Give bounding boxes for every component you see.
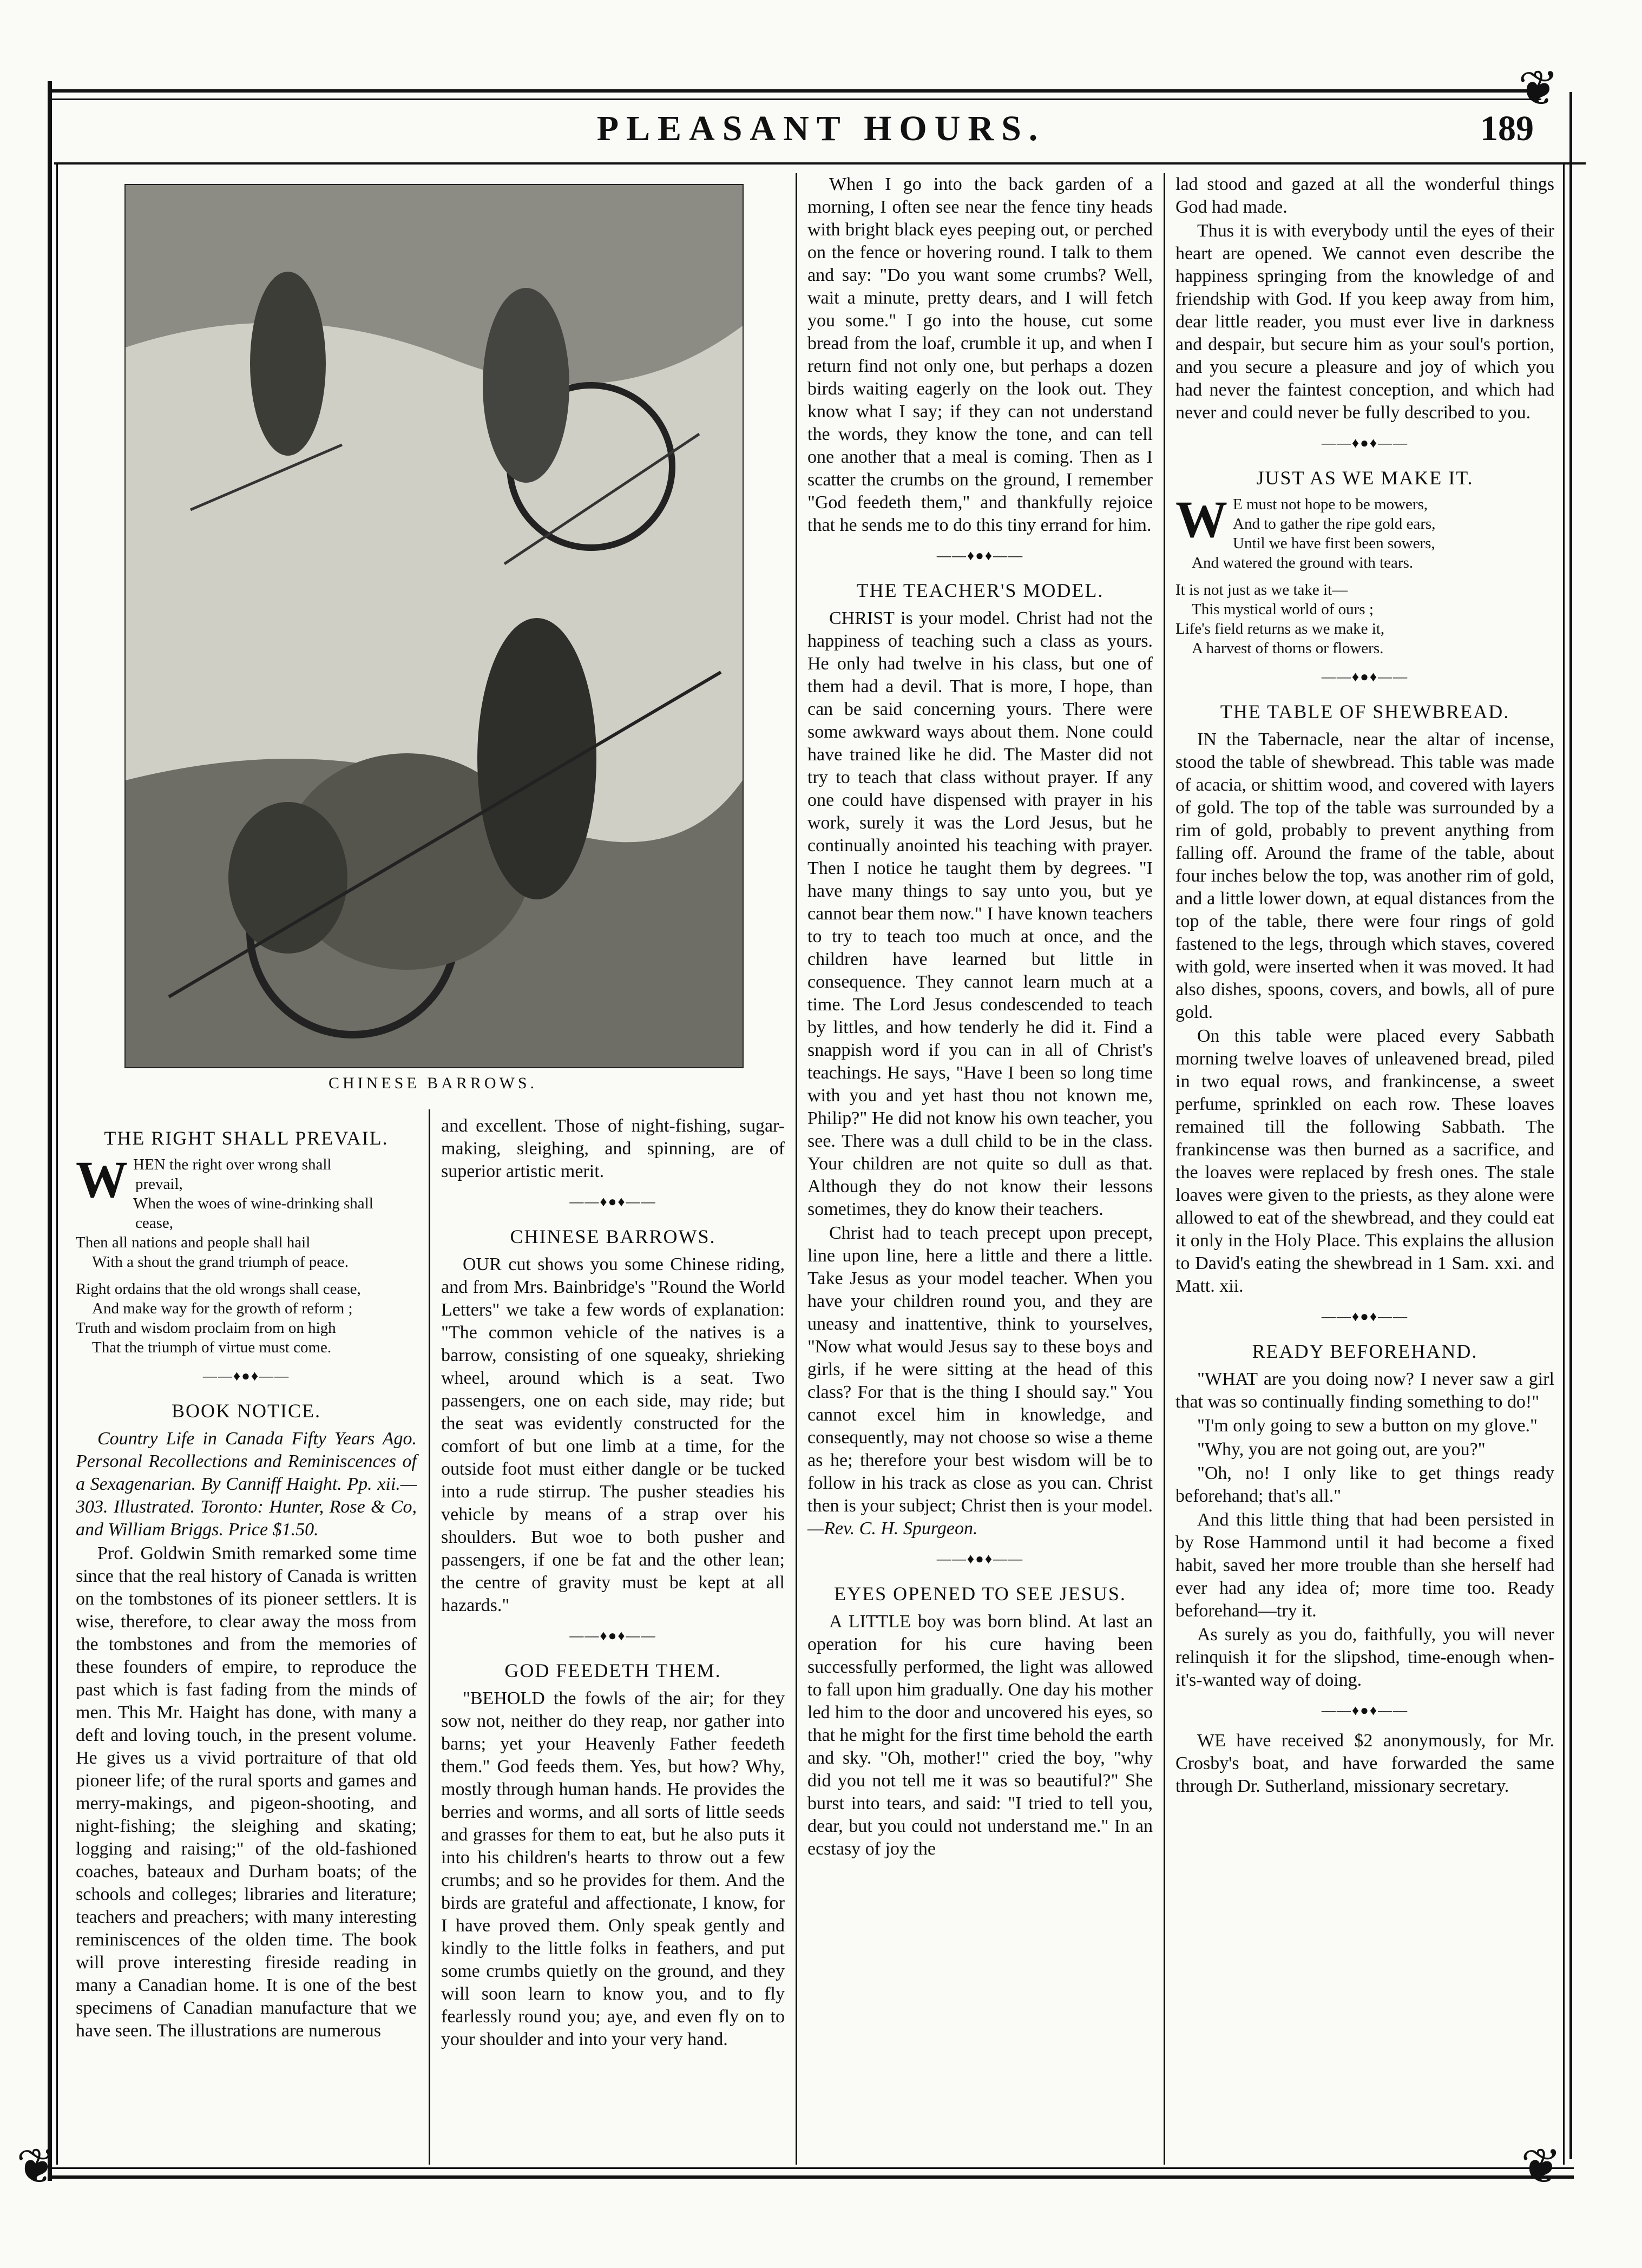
verse-line: HEN the right over wrong shall — [133, 1156, 332, 1173]
section-ornament: ——♦●♦—— — [936, 548, 1024, 563]
verse-line: Life's field returns as we make it, — [1175, 620, 1385, 637]
page-header — [49, 103, 1593, 162]
corner-ornament-top-right: ❦ — [1518, 62, 1559, 116]
verse-line: When the woes of wine-drinking shall — [133, 1195, 373, 1212]
poem-right-shall-prevail — [76, 1151, 417, 1357]
god-feedeth-continuation: When I go into the back garden of a morning, I often see near the fence tiny heads with bright black eyes peeping out, or perched on the fence or hovering round. I talk to them and say: "Do you want some crumbs? Well, wait a minute, pretty dears, and I will fetch you some." I go into the house, cut some bread from the loaf, crumble it up, and when I return find not only one, but perhaps a dozen birds waiting eagerly on the look out. They know what I say; if they can not understand the words, they know the tone, and can tell one another that a meal is coming. Then as I scatter the crumbs on the ground, I remember "God feedeth them," and thankfully rejoice that he sends me to do this tiny errand for him. — [807, 174, 1153, 535]
heading-book-notice: BOOK NOTICE. — [172, 1400, 321, 1422]
illustration-caption: CHINESE BARROWS. — [328, 1074, 538, 1092]
shewbread-body-2: On this table were placed every Sabbath morning twelve loaves of unleavened bread, piled in two equal rows, and frankincense, a sweet perfume, sprinkled on each row. These loaves remained till the following Sabbath. The frankincense was then burned as a sacrifice, and the loaves were replaced by fresh ones. The stale loaves were given to the priests, as they alone were allowed to eat of the shewbread, and they could eat it only in the Holy Place. This explains the allusion to David's eating the shewbread in 1 Sam. xxi. and Matt. xii. — [1175, 1026, 1554, 1296]
book-notice-body: Prof. Goldwin Smith remarked some time since that the real history of Canada is written on the tombstones of its pioneer settlers. It is wise, therefore, to clear away the moss from the tombstones and from the memories of these founders of empire, to reproduce the past which is fast fading from the minds of men. This Mr. Haight has done, with many a deft and loving touch, in the present volume. He gives us a vivid portraiture of that old pioneer life; of the rural sports and games and merry-makings, and pigeon-shooting, and night-fishing; the sleighing and skating; logging and raising;" of the old-fashioned coaches, bateaux and Durham boats; of the schools and colleges; libraries and literature; teachers and preachers; with many interesting reminiscences of the olden time. The book will prove interesting fireside reading in many a Canadian home. It is one of the best specimens of Canadian manufacture that we have seen. The illustrations are numerous — [76, 1543, 417, 2041]
heading-ready-beforehand: READY BEFOREHAND. — [1252, 1340, 1478, 1362]
verse-line: And watered the ground with tears. — [1192, 554, 1414, 571]
dropcap-w: W — [1175, 490, 1227, 548]
verse-line: A harvest of thorns or flowers. — [1192, 640, 1384, 657]
corner-ornament-bottom-left: ❦ — [16, 2140, 57, 2194]
section-ornament: ——♦●♦—— — [1321, 669, 1409, 685]
ready-beforehand-para: "WHAT are you doing now? I never saw a girl that was so continually finding something to do!" — [1175, 1369, 1554, 1412]
frame-right-rule-inner — [1563, 162, 1565, 2165]
heading-just-as-we-make-it: JUST AS WE MAKE IT. — [1256, 467, 1474, 489]
dropcap-w: W — [76, 1151, 128, 1208]
verse-line: With a shout the grand triumph of peace. — [92, 1253, 349, 1271]
ready-beforehand-para: "I'm only going to sew a button on my glove." — [1197, 1416, 1538, 1436]
frame-top-rule-inner — [48, 98, 1541, 100]
column-rule-2 — [796, 173, 797, 2165]
frame-bottom-rule — [48, 2175, 1574, 2179]
verse-line: And to gather the ripe gold ears, — [1233, 515, 1436, 533]
chinese-barrows-body: OUR cut shows you some Chinese riding, and from Mrs. Bainbridge's "Round the World Letters" we take a few words of explanation: "The common vehicle of the natives is a barrow, consisting of one squeaky, shrieking wheel, around which is a seat. Two passengers, one on each side, may ride; but the seat was evidently constructed for the comfort of but one limb at a time, for the outside foot must either dangle or be tucked into a rude stirrup. The pusher steadies his vehicle by means of a strap over his shoulders. But woe to both pusher and passengers, if one be fat and the other lean; the centre of gravity must be kept at all hazards." — [441, 1254, 785, 1615]
section-ornament: ——♦●♦—— — [1321, 1309, 1409, 1324]
poem-just-as-we-make-it — [1175, 490, 1554, 658]
book-notice-meta: Country Life in Canada Fifty Years Ago. Personal Recollections and Reminiscences of a Sexagenarian. By Canniff Haight. Pp. xii.—303. Illustrated. Toronto: Hunter, Rose & Co, and William Briggs. Price $1.50. — [76, 1429, 417, 1540]
corner-ornament-bottom-right: ❦ — [1521, 2140, 1562, 2194]
ready-beforehand-para: And this little thing that had been persisted in by Rose Hammond until it had become a fixed habit, saved her more trouble than she herself had ever had any idea of; more time too. Ready beforehand—try it. — [1175, 1510, 1554, 1621]
donation-notice: WE have received $2 anonymously, for Mr. Crosby's boat, and have forwarded the same through Dr. Sutherland, missionary secretary. — [1175, 1731, 1554, 1796]
book-notice-continuation: and excellent. Those of night-fishing, sugar-making, sleighing, and spinning, are of superior artistic merit. — [441, 1116, 785, 1181]
ready-beforehand-para: "Oh, no! I only like to get things ready beforehand; that's all." — [1175, 1463, 1554, 1506]
section-ornament: ——♦●♦—— — [569, 1628, 656, 1644]
column-3 — [807, 173, 1153, 1862]
section-ornament: ——♦●♦—— — [202, 1368, 290, 1384]
chinese-barrows-illustration — [124, 184, 744, 1068]
section-ornament: ——♦●♦—— — [1321, 435, 1409, 451]
eyes-opened-continuation: lad stood and gazed at all the wonderful things God had made. — [1175, 174, 1554, 217]
section-ornament: ——♦●♦—— — [569, 1194, 656, 1209]
heading-table-of-shewbread: THE TABLE OF SHEWBREAD. — [1220, 701, 1510, 722]
god-feedeth-body: "BEHOLD the fowls of the air; for they sow not, neither do they reap, nor gather into barns; yet your Heavenly Father feedeth them." God feeds them. Yes, but how? Why, mostly through human hands. He provides the berries and worms, and all sorts of little seeds and grasses for them to eat, but he also puts it into his children's hearts to throw out a few crumbs; and so he provides for them. And the birds are grateful and affectionate, I know, for I have proved them. Only speak gently and kindly to the little folks in feathers, and put some crumbs quietly on the ground, and they will soon learn to know you, and to fly fearlessly round you; aye, and even fly on to your shoulder and into your very hand. — [441, 1688, 785, 2049]
teachers-model-signature: —Rev. C. H. Spurgeon. — [807, 1518, 978, 1539]
heading-god-feedeth-them: GOD FEEDETH THEM. — [504, 1660, 721, 1681]
verse-line: cease, — [135, 1214, 174, 1232]
verse-line: And make way for the growth of reform ; — [92, 1300, 353, 1317]
frame-bottom-rule-inner — [48, 2167, 1574, 2169]
column-1 — [76, 1115, 417, 2043]
column-rule-1 — [429, 1109, 430, 2165]
frame-left-rule — [48, 81, 52, 2181]
frame-left-rule-inner — [56, 162, 58, 2165]
running-title: PLEASANT HOURS. — [596, 109, 1046, 148]
ready-beforehand-para: "Why, you are not going out, are you?" — [1197, 1439, 1486, 1460]
section-ornament: ——♦●♦—— — [1321, 1702, 1409, 1718]
column-2 — [441, 1115, 785, 2052]
heading-chinese-barrows: CHINESE BARROWS. — [510, 1226, 716, 1247]
engraving-image — [126, 185, 743, 1067]
eyes-opened-continuation-2: Thus it is with everybody until the eyes of their heart are opened. We cannot even describe the happiness springing from the knowledge of and friendship with God. If you keep away from him, dear little reader, you must ever live in darkness and despair, but secure him as your soul's portion, and you secure a pleasure and joy of which you had never the faintest conception, and which had never and could never be fully described to you. — [1175, 221, 1554, 423]
verse-line: Until we have first been sowers, — [1233, 535, 1435, 552]
verse-line: Then all nations and people shall hail — [76, 1234, 311, 1251]
teachers-model-body-2 — [807, 1222, 1153, 1540]
frame-right-rule — [1569, 92, 1572, 2159]
heading-right-shall-prevail: THE RIGHT SHALL PREVAIL. — [104, 1127, 389, 1149]
ready-beforehand-para: As surely as you do, faithfully, you will never relinquish it for the slipshod, time-enough when-it's-wanted way of doing. — [1175, 1625, 1554, 1690]
frame-header-rule — [54, 162, 1586, 165]
verse-line: That the triumph of virtue must come. — [92, 1339, 332, 1356]
eyes-opened-body: A LITTLE boy was born blind. At last an operation for his cure having been successfully performed, the light was allowed to fall upon him gradually. One day his mother led him to the door and uncovered his eyes, so that he might for the first time behold the earth and sky. "Oh, mother!" cried the boy, "why did you not tell me it was so beautiful?" She burst into tears, and said: "I tried to tell you, dear, but you could not understand me." In an ecstasy of joy the — [807, 1612, 1153, 1859]
verse-line: Truth and wisdom proclaim from on high — [76, 1319, 336, 1337]
heading-teachers-model: THE TEACHER'S MODEL. — [856, 580, 1104, 601]
teachers-model-text: Christ had to teach precept upon precept, line upon line, here a little and there a little. Take Jesus as your model teacher. When you have your children round you, and they are uneasy and inattentive, think to yourselves, "Now what would Jesus say to these boys and girls, if he were sitting at the head of this class? For that is the thing I should say." You cannot excel him in knowledge, and consequently, may not choose so wise a theme as he; therefore your best wisdom will be to follow in his track as close as you can. Christ then is your subject; Christ then is your model. — [807, 1223, 1153, 1516]
verse-line: E must not hope to be mowers, — [1233, 496, 1428, 513]
teachers-model-body: CHRIST is your model. Christ had not the happiness of teaching such a class as yours. He only had twelve in his class, but one of them had a devil. That is more, I hope, than can be said concerning yours. There were some awkward ways about them. None could have trained like he did. The Master did not try to teach that class without prayer. If any one could have dispensed with prayer in his work, surely it was the Lord Jesus, but he continually anointed his teaching with prayer. Then I notice he taught them by degrees. "I have many things to say unto you, but ye cannot bear them now." I have known teachers to try to teach too much at once, and the children have learned but little in consequence. They cannot learn much at a time. The Lord Jesus condescended to teach by littles, and how tenderly he did it. Find a snappish word if you can in all of Christ's teachings. He says, "Have I been so long time with you and yet hast thou not known me, Philip?" He did not know his own teacher, you see. There was a dull child to be in the class. Your children are not quite so dull as that. Although they do not know their lessons sometimes, they do know their teachers. — [807, 608, 1153, 1219]
shewbread-body: IN the Tabernacle, near the altar of incense, stood the table of shewbread. This table was made of acacia, or shittim wood, and covered with layers of gold. The top of the table was surrounded by a rim of gold, probably to prevent anything from falling off. Around the frame of the table, about four inches below the top, was another rim of gold, and a little lower down, at equal distances from the top of the table, there were four rings of gold fastened to the legs, through which staves, covered with gold, were inserted when it was moved. It had also dishes, spoons, covers, and bowls, all of pure gold. — [1175, 729, 1554, 1022]
verse-line: Right ordains that the old wrongs shall cease, — [76, 1280, 361, 1298]
verse-line: This mystical world of ours ; — [1192, 601, 1374, 618]
heading-eyes-opened: EYES OPENED TO SEE JESUS. — [834, 1583, 1126, 1605]
verse-line: prevail, — [135, 1175, 183, 1193]
column-4 — [1175, 173, 1554, 1799]
column-rule-3 — [1164, 173, 1165, 2165]
section-ornament: ——♦●♦—— — [936, 1551, 1024, 1567]
frame-top-rule — [48, 89, 1541, 93]
page-number: 189 — [1480, 109, 1534, 148]
verse-line: It is not just as we take it— — [1175, 581, 1348, 599]
